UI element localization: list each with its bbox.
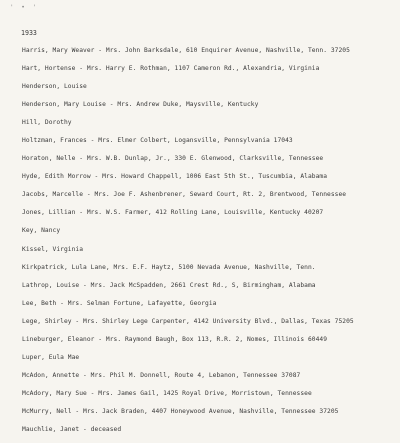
list-item: Hart, Hortense - Mrs. Harry E. Rothman, 1107 Cameron Rd., Alexandria, Virginia xyxy=(22,65,320,73)
list-item: Henderson, Mary Louise - Mrs. Andrew Duke, Maysville, Kentucky xyxy=(22,101,259,109)
alumnae-list xyxy=(22,46,354,443)
list-item: Henderson, Louise xyxy=(22,83,87,91)
list-item: Lee, Beth - Mrs. Selman Fortune, Lafayette, Georgia xyxy=(22,299,217,307)
list-item: McAdon, Annette - Mrs. Phil M. Donnell, Route 4, Lebanon, Tennessee 37087 xyxy=(22,371,301,379)
list-item: Kirkpatrick, Lula Lane, Mrs. E.F. Haytz, 5100 Nevada Avenue, Nashville, Tenn. xyxy=(22,263,316,271)
list-item: Hyde, Edith Morrow - Mrs. Howard Chappell, 1006 East 5th St., Tuscumbia, Alabama xyxy=(22,173,328,181)
list-item: Harris, Mary Weaver - Mrs. John Barksdale, 610 Enquirer Avenue, Nashville, Tenn. 37205 xyxy=(22,47,350,54)
corner-mark: ' • ' xyxy=(10,4,39,11)
list-item: Luper, Eula Mae xyxy=(22,353,80,361)
list-item: Key, Nancy xyxy=(22,227,61,235)
list-item: Horaton, Nelle - Mrs. W.B. Dunlap, Jr., 330 E. Glenwood, Clarksville, Tennessee xyxy=(22,155,324,163)
class-year-heading: 1933 xyxy=(21,29,37,37)
list-item: Holtzman, Frances - Mrs. Elmer Colbert, Logansville, Pennsylvania 17043 xyxy=(22,137,293,145)
list-item: McMurry, Nell - Mrs. Jack Braden, 4407 Honeywood Avenue, Nashville, Tennessee 37205 xyxy=(22,407,339,415)
list-item: Hill, Dorothy xyxy=(22,119,72,127)
list-item: Mauchlie, Janet - deceased xyxy=(22,425,122,433)
list-item: Jacobs, Marcelle - Mrs. Joe F. Ashenbrener, Seward Court, Rt. 2, Brentwood, Tennessee xyxy=(22,191,347,199)
list-item: Lineburger, Eleanor - Mrs. Raymond Baugh, Box 113, R.R. 2, Nomes, Illinois 60449 xyxy=(22,335,328,343)
list-item: McAdory, Mary Sue - Mrs. James Gail, 1425 Royal Drive, Morristown, Tennessee xyxy=(22,389,312,397)
list-item: Kissel, Virginia xyxy=(22,245,84,253)
list-item: Jones, Lillian - Mrs. W.S. Farmer, 412 Rolling Lane, Louisville, Kentucky 40207 xyxy=(22,209,324,217)
list-item: Lathrop, Louise - Mrs. Jack McSpadden, 2661 Crest Rd., S, Birmingham, Alabama xyxy=(22,281,316,289)
list-item: Lege, Shirley - Mrs. Shirley Lege Carpenter, 4142 University Blvd., Dallas, Texas 75205 xyxy=(22,317,354,325)
